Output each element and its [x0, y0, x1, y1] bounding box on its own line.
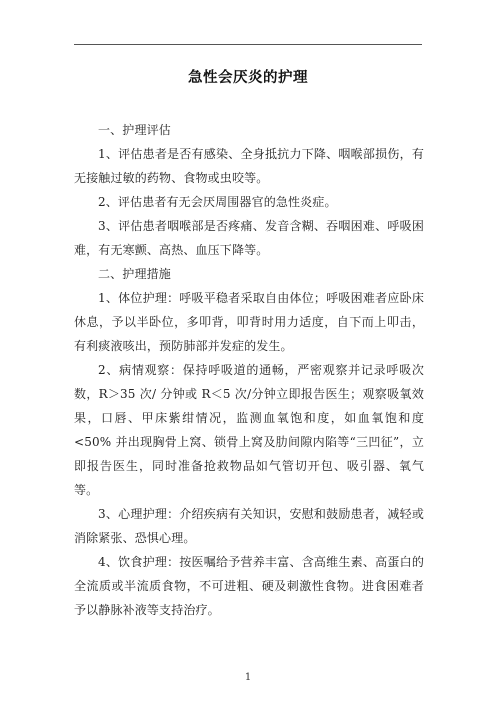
paragraph: 2、病情观察：保持呼吸道的通畅，严密观察并记录呼吸次数，R＞35 次/ 分钟或 R＜5 次/分钟立即报告医生；观察吸氧效果，口唇、甲床紫绀情况，监测血氧饱和度，如血氧饱和度<50% 并出现胸骨上窝、锁骨上窝及肋间隙内陷等“三凹征”，立即报告医生，同时准备抢救物品如气管切开包、吸引器、氧气等。: [74, 363, 424, 497]
paragraph: 4、饮食护理：按医嘱给予营养丰富、含高维生素、高蛋白的全流质或半流质食物，不可进粗、硬及刺激性食物。进食困难者予以静脉补液等支持治疗。: [74, 555, 424, 617]
paragraph: 3、心理护理：介绍疾病有关知识，安慰和鼓励患者，减轻或消除紧张、恐惧心理。: [74, 507, 424, 545]
paragraph: 1、评估患者是否有感染、全身抵抗力下降、咽喉部损伤，有无接触过敏的药物、食物或虫咬等。: [74, 147, 424, 185]
paragraph: 3、评估患者咽喉部是否疼痛、发音含糊、吞咽困难、呼吸困难，有无寒颤、高热、血压下降等。: [74, 219, 424, 257]
page-number: 1: [244, 672, 252, 683]
header-rule: [74, 44, 422, 45]
section-heading-assessment: 一、护理评估: [98, 123, 171, 137]
document-title: 急性会厌炎的护理: [188, 70, 308, 86]
paragraph: 2、评估患者有无会厌周围器官的急性炎症。: [98, 195, 337, 209]
paragraph: 1、体位护理：呼吸平稳者采取自由体位；呼吸困难者应卧床休息，予以半卧位，多叩背，叩背时用力适度，自下而上叩击，有利痰液咳出，预防肺部并发症的发生。: [74, 291, 424, 353]
section-heading-measures: 二、护理措施: [98, 267, 171, 281]
document-body: [74, 118, 424, 622]
